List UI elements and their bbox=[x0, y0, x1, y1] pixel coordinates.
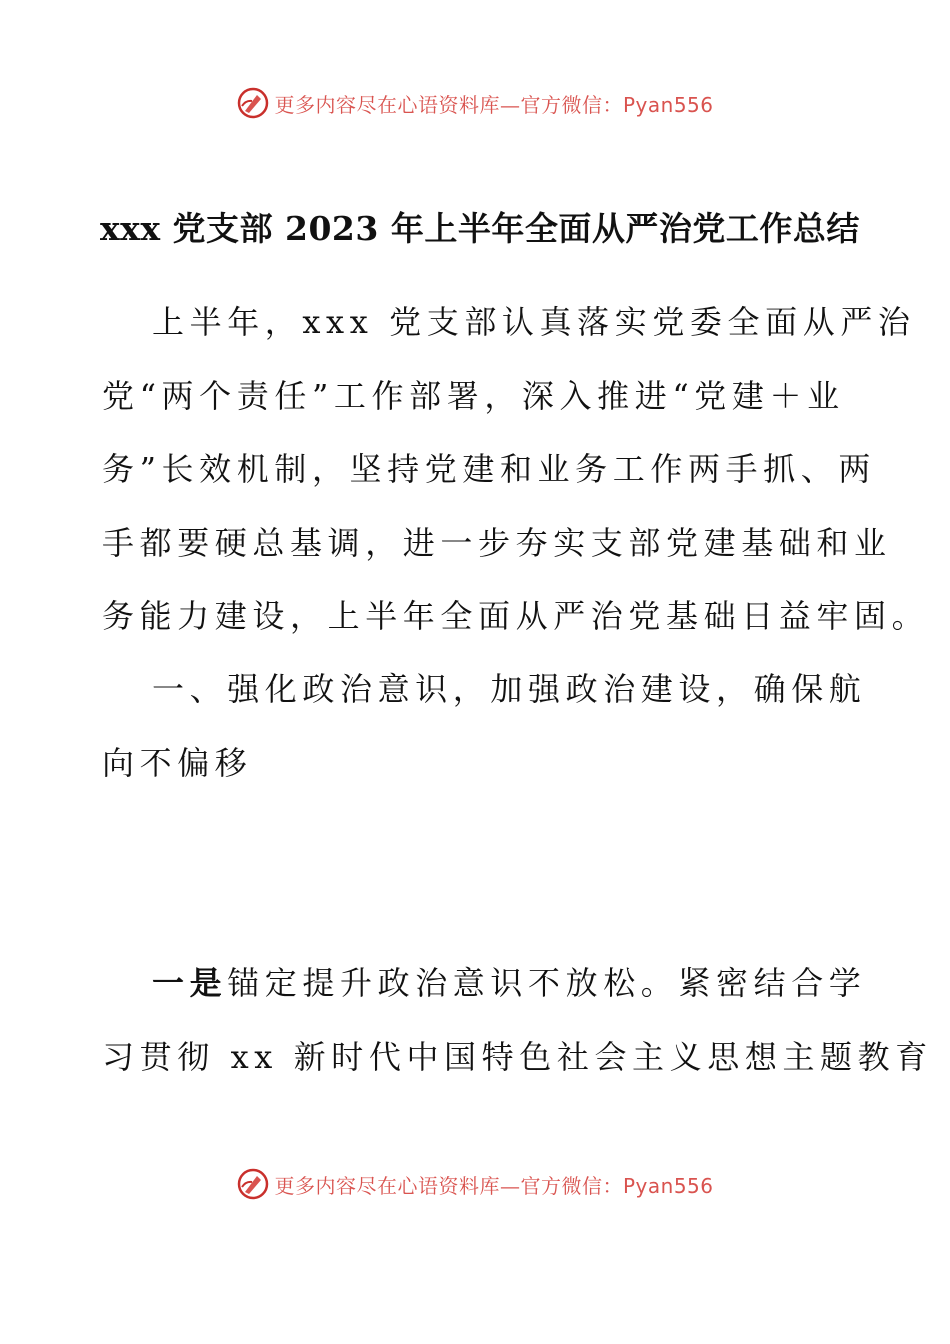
paragraph-line: 党“两个责任”工作部署，深入推进“党建＋业 bbox=[102, 376, 845, 415]
section-heading-1 bbox=[102, 653, 867, 800]
paragraph-line: 务”长效机制，坚持党建和业务工作两手抓、两 bbox=[102, 450, 876, 488]
paragraph-line bbox=[102, 947, 867, 1021]
watermark-header bbox=[0, 83, 950, 123]
heading-line: 向不偏移 bbox=[102, 743, 253, 782]
point-text: 锚定提升政治意识不放松。紧密结合学 bbox=[227, 964, 867, 1002]
watermark-text: 更多内容尽在心语资料库—官方微信：Pyan556 bbox=[274, 1173, 714, 1198]
paragraph-line: 手都要硬总基调，进一步夯实支部党建基础和业 bbox=[102, 523, 892, 562]
watermark-text: 更多内容尽在心语资料库—官方微信：Pyan556 bbox=[274, 92, 714, 117]
paragraph-line: 上半年，xxx 党支部认真落实党委全面从严治 bbox=[152, 303, 916, 341]
watermark-footer bbox=[0, 1164, 950, 1204]
pen-nib-logo-icon bbox=[236, 1167, 270, 1201]
intro-paragraph bbox=[102, 286, 930, 654]
document-title: xxx 党支部 2023 年上半年全面从严治党工作总结 bbox=[100, 209, 860, 248]
paragraph-line: 习贯彻 xx 新时代中国特色社会主义思想主题教育 bbox=[102, 1037, 933, 1076]
point-lead: 一是 bbox=[152, 964, 228, 1002]
paragraph-line: 务能力建设，上半年全面从严治党基础日益牢固。 bbox=[102, 597, 930, 635]
wechat-id: Pyan556 bbox=[622, 92, 714, 117]
heading-line: 一、强化政治意识，加强政治建设，确保航 bbox=[152, 670, 867, 708]
wechat-id: Pyan556 bbox=[622, 1173, 714, 1198]
pen-nib-logo-icon bbox=[236, 86, 270, 120]
point-paragraph-1 bbox=[102, 947, 933, 1094]
